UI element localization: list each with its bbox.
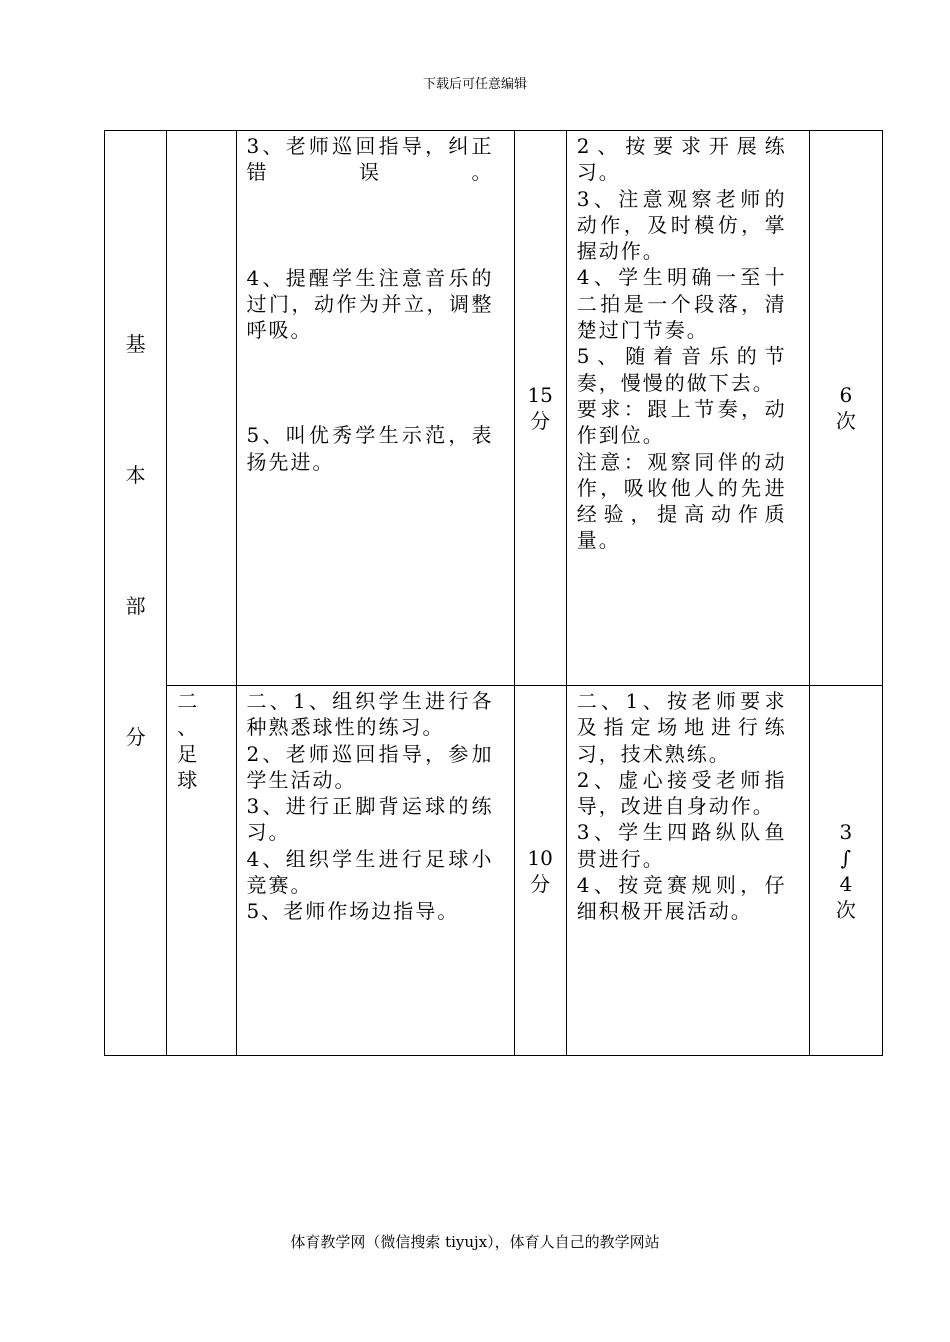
time-unit: 分 — [530, 871, 551, 896]
section-label-char: 分 — [125, 725, 146, 749]
item-cell — [167, 131, 236, 686]
count-cell — [809, 686, 882, 1056]
student-step: 5、随着音乐的节奏，慢慢的做下去。 — [576, 344, 787, 395]
student-step: 3、注意观察老师的动作，及时模仿，掌握动作。 — [576, 186, 787, 264]
page-header: 下载后可任意编辑 — [422, 77, 527, 92]
page-footer: 体育教学网（微信搜索 tiyujx），体育人自己的教学网站 — [290, 1233, 660, 1251]
count-value: 3 — [839, 819, 853, 844]
student-step: 2、按要求开展练习。 — [576, 134, 787, 185]
teacher-step: 5、叫优秀学生示范，表扬先进。 — [246, 423, 494, 474]
student-activity-cell — [566, 131, 809, 686]
section-label-char: 部 — [125, 594, 146, 618]
time-unit: 分 — [530, 409, 551, 433]
count-cell — [809, 131, 882, 686]
time-value: 15 — [527, 383, 553, 407]
teacher-activity-cell — [236, 686, 514, 1056]
teacher-step: 4、组织学生进行足球小竞赛。 — [246, 846, 494, 898]
teacher-step: 3、老师巡回指导，纠正错误。 — [246, 134, 494, 185]
teacher-step: 2、老师巡回指导，参加学生活动。 — [246, 741, 494, 792]
table-row — [105, 686, 883, 1056]
item-char: 、 — [177, 715, 198, 740]
count-value: 6 — [839, 383, 853, 407]
item-char: 球 — [177, 767, 198, 792]
time-value: 10 — [527, 845, 553, 870]
item-char: 足 — [177, 741, 198, 766]
teacher-step: 二、1、组织学生进行各种熟悉球性的练习。 — [246, 689, 494, 740]
time-cell — [514, 686, 566, 1056]
section-label-char: 基 — [125, 332, 146, 356]
table-row — [105, 131, 883, 686]
teacher-step: 5、老师作场边指导。 — [246, 899, 460, 924]
student-activity-cell — [566, 686, 809, 1056]
lesson-plan-table — [104, 130, 883, 1056]
time-cell — [514, 131, 566, 686]
count-value: 4 — [839, 871, 853, 896]
section-label-char: 本 — [125, 463, 146, 487]
student-step: 3、学生四路纵队鱼贯进行。 — [576, 820, 787, 871]
student-step: 4、学生明确一至十二拍是一个段落，清楚过门节奏。 — [576, 265, 787, 343]
student-note: 注意：观察同伴的动作，吸收他人的先进经验，提高动作质量。 — [576, 449, 787, 553]
item-cell — [167, 686, 236, 1056]
teacher-activity-cell — [236, 131, 514, 686]
count-unit: 次 — [835, 897, 856, 922]
count-unit: 次 — [835, 409, 856, 433]
student-step: 二、1、按老师要求及指定场地进行练习，技术熟练。 — [576, 689, 787, 766]
student-step: 2、虚心接受老师指导，改进自身动作。 — [576, 767, 787, 819]
teacher-step: 4、提醒学生注意音乐的过门，动作为并立，调整呼吸。 — [246, 265, 494, 343]
section-label-cell — [105, 131, 167, 1056]
student-step: 4、按竞赛规则，仔细积极开展活动。 — [576, 873, 787, 924]
item-char: 二 — [177, 689, 198, 713]
student-requirement: 要求：跟上节奏，动作到位。 — [576, 396, 787, 448]
teacher-step: 3、进行正脚背运球的练习。 — [246, 794, 494, 845]
count-range-sign: ∫ — [840, 845, 852, 870]
